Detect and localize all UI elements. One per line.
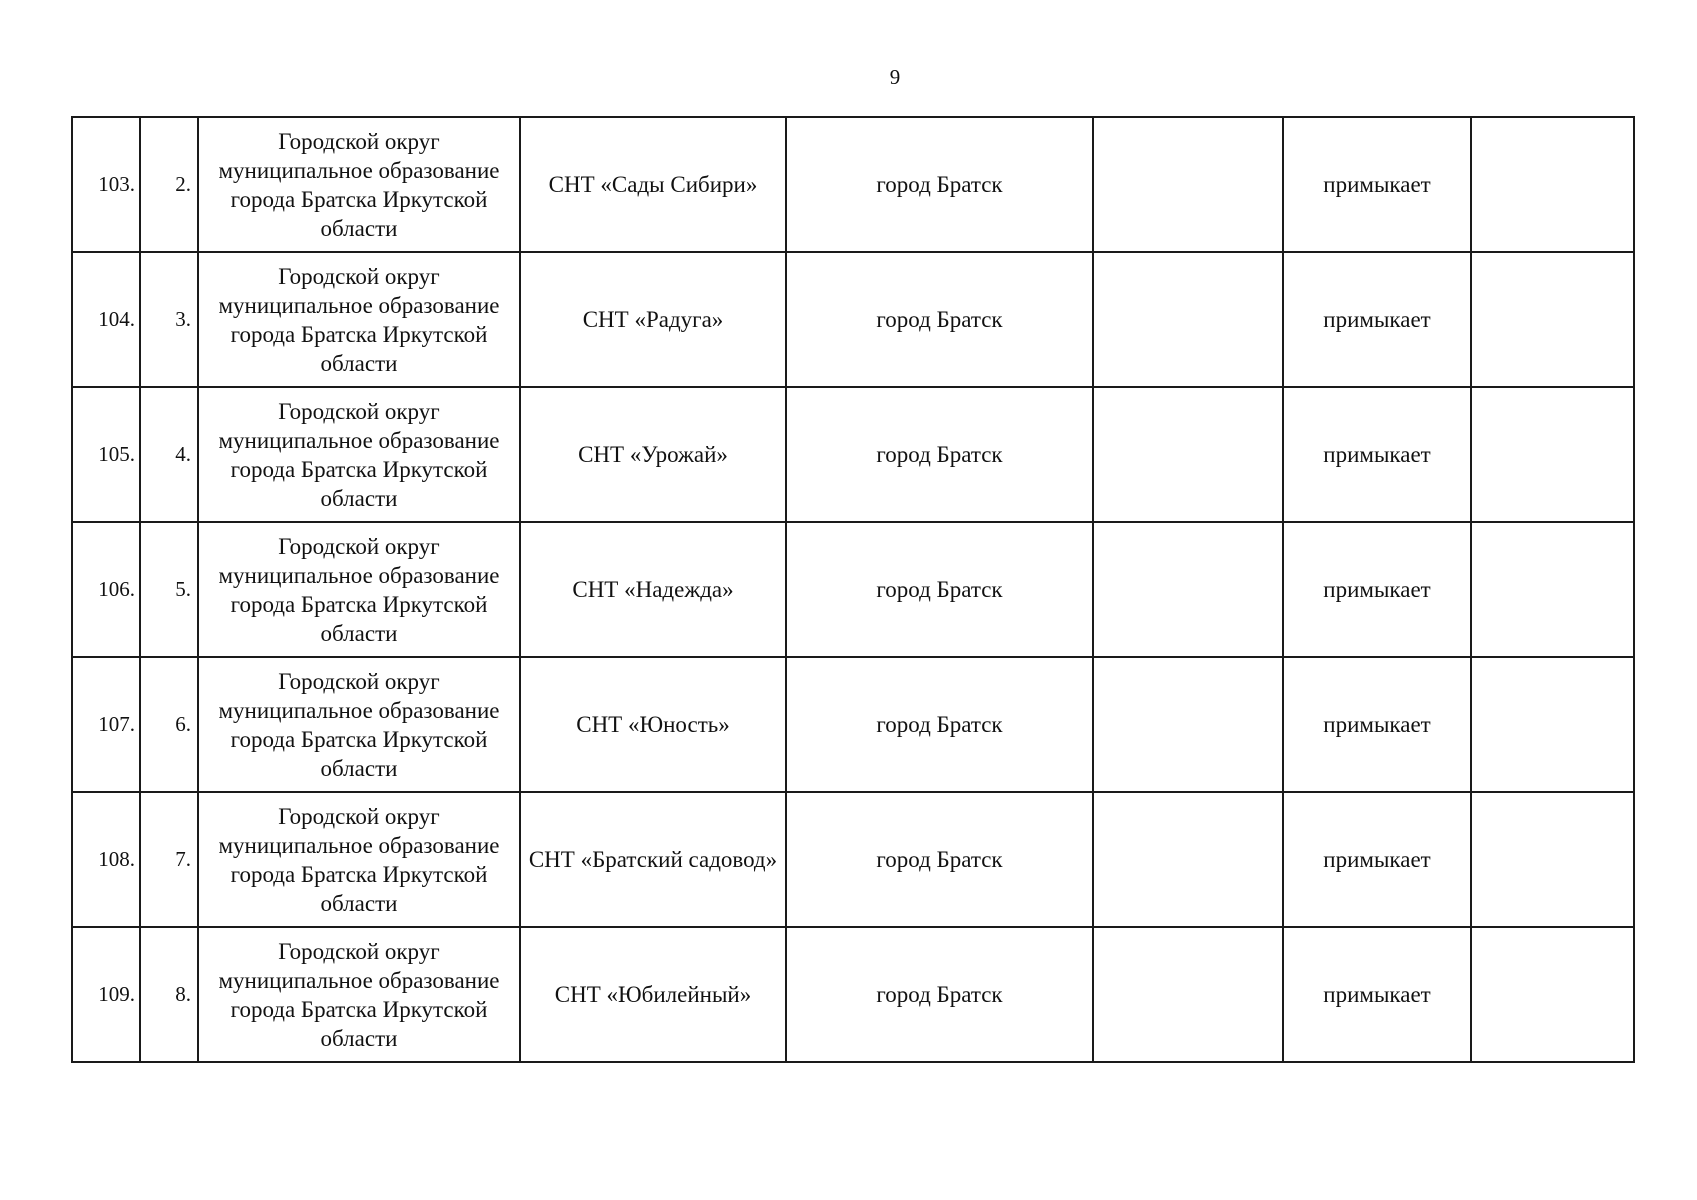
relation-cell: примыкает xyxy=(1283,657,1471,792)
relation-cell: примыкает xyxy=(1283,252,1471,387)
row-number-cell: 108. xyxy=(72,792,140,927)
name-cell: СНТ «Сады Сибири» xyxy=(520,117,786,252)
relation-cell: примыкает xyxy=(1283,117,1471,252)
locality-cell: город Братск xyxy=(786,657,1093,792)
row-number-cell: 104. xyxy=(72,252,140,387)
locality-cell: город Братск xyxy=(786,792,1093,927)
relation-cell: примыкает xyxy=(1283,522,1471,657)
empty-cell xyxy=(1093,522,1283,657)
table-row xyxy=(72,522,1634,657)
empty-cell xyxy=(1093,927,1283,1062)
sub-number-cell: 7. xyxy=(140,792,198,927)
table-row xyxy=(72,657,1634,792)
name-cell: СНТ «Надежда» xyxy=(520,522,786,657)
relation-cell: примыкает xyxy=(1283,792,1471,927)
table-row xyxy=(72,252,1634,387)
empty-cell xyxy=(1471,657,1634,792)
empty-cell xyxy=(1093,252,1283,387)
sub-number-cell: 8. xyxy=(140,927,198,1062)
row-number-cell: 105. xyxy=(72,387,140,522)
name-cell: СНТ «Юбилейный» xyxy=(520,927,786,1062)
empty-cell xyxy=(1093,387,1283,522)
municipality-cell: Городской округ муниципальное образование города Братска Иркутской области xyxy=(198,657,520,792)
locality-cell: город Братск xyxy=(786,252,1093,387)
row-number-cell: 106. xyxy=(72,522,140,657)
municipality-cell: Городской округ муниципальное образование города Братска Иркутской области xyxy=(198,117,520,252)
empty-cell xyxy=(1471,927,1634,1062)
name-cell: СНТ «Юность» xyxy=(520,657,786,792)
sub-number-cell: 2. xyxy=(140,117,198,252)
name-cell: СНТ «Братский садовод» xyxy=(520,792,786,927)
empty-cell xyxy=(1471,387,1634,522)
table-row xyxy=(72,387,1634,522)
name-cell: СНТ «Урожай» xyxy=(520,387,786,522)
registry-table-body xyxy=(72,117,1634,1062)
empty-cell xyxy=(1093,657,1283,792)
municipality-cell: Городской округ муниципальное образование города Братска Иркутской области xyxy=(198,387,520,522)
table-row xyxy=(72,792,1634,927)
relation-cell: примыкает xyxy=(1283,927,1471,1062)
table-row xyxy=(72,927,1634,1062)
locality-cell: город Братск xyxy=(786,522,1093,657)
row-number-cell: 107. xyxy=(72,657,140,792)
municipality-cell: Городской округ муниципальное образование города Братска Иркутской области xyxy=(198,927,520,1062)
empty-cell xyxy=(1471,117,1634,252)
sub-number-cell: 3. xyxy=(140,252,198,387)
empty-cell xyxy=(1471,522,1634,657)
empty-cell xyxy=(1471,252,1634,387)
empty-cell xyxy=(1093,117,1283,252)
municipality-cell: Городской округ муниципальное образование города Братска Иркутской области xyxy=(198,252,520,387)
relation-cell: примыкает xyxy=(1283,387,1471,522)
table-row xyxy=(72,117,1634,252)
registry-table xyxy=(71,116,1635,1063)
row-number-cell: 109. xyxy=(72,927,140,1062)
locality-cell: город Братск xyxy=(786,387,1093,522)
empty-cell xyxy=(1471,792,1634,927)
municipality-cell: Городской округ муниципальное образование города Братска Иркутской области xyxy=(198,792,520,927)
name-cell: СНТ «Радуга» xyxy=(520,252,786,387)
row-number-cell: 103. xyxy=(72,117,140,252)
sub-number-cell: 4. xyxy=(140,387,198,522)
locality-cell: город Братск xyxy=(786,927,1093,1062)
sub-number-cell: 6. xyxy=(140,657,198,792)
page-number: 9 xyxy=(889,65,901,89)
locality-cell: город Братск xyxy=(786,117,1093,252)
sub-number-cell: 5. xyxy=(140,522,198,657)
municipality-cell: Городской округ муниципальное образование города Братска Иркутской области xyxy=(198,522,520,657)
empty-cell xyxy=(1093,792,1283,927)
